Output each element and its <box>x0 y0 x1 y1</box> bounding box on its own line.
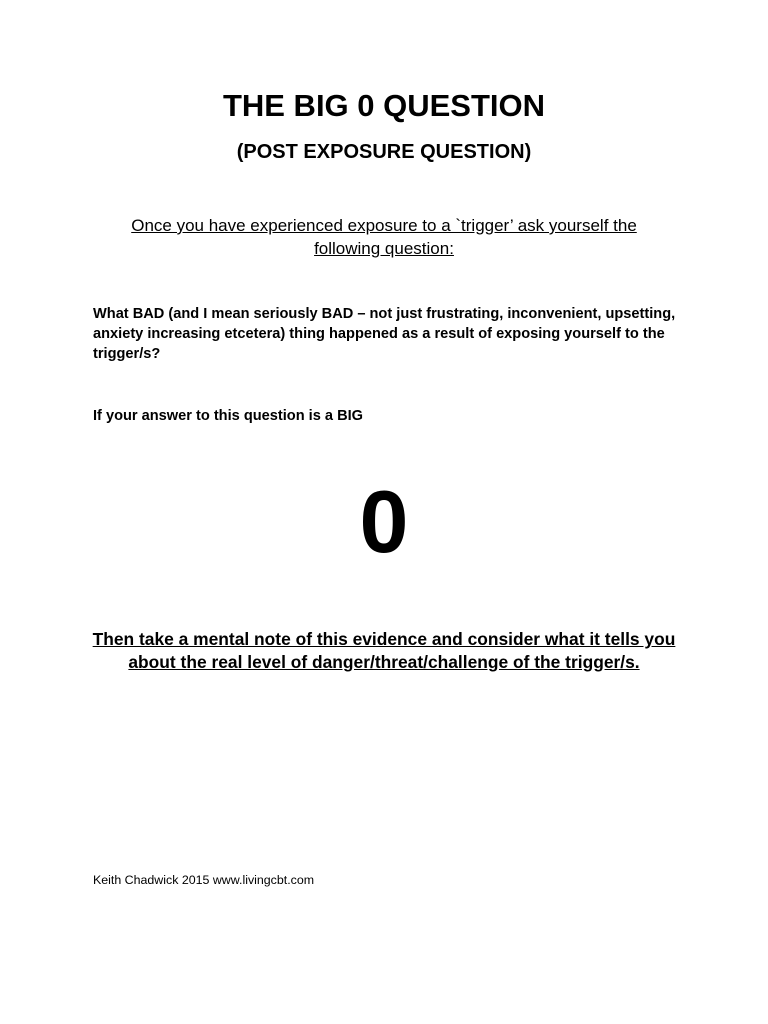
page-subtitle: (POST EXPOSURE QUESTION) <box>236 141 532 163</box>
page-title: THE BIG 0 QUESTION <box>222 88 546 123</box>
question-paragraph: What BAD (and I mean seriously BAD – not just frustrating, inconvenient, upsetting, anxiety increasing etcetera) thing happened as a result of exposing yourself to the trigger/s? <box>93 306 676 362</box>
conclusion-paragraph: Then take a mental note of this evidence and consider what it tells you about the real level of danger/threat/challenge of the trigger/s. <box>92 629 676 672</box>
intro-instruction: Once you have experienced exposure to a `trigger’ ask yourself the following question: <box>131 216 637 258</box>
big-zero-number: 0 <box>359 472 409 571</box>
answer-lead-text: If your answer to this question is a BIG <box>93 408 364 424</box>
footer-credit: Keith Chadwick 2015 www.livingcbt.com <box>93 873 315 887</box>
